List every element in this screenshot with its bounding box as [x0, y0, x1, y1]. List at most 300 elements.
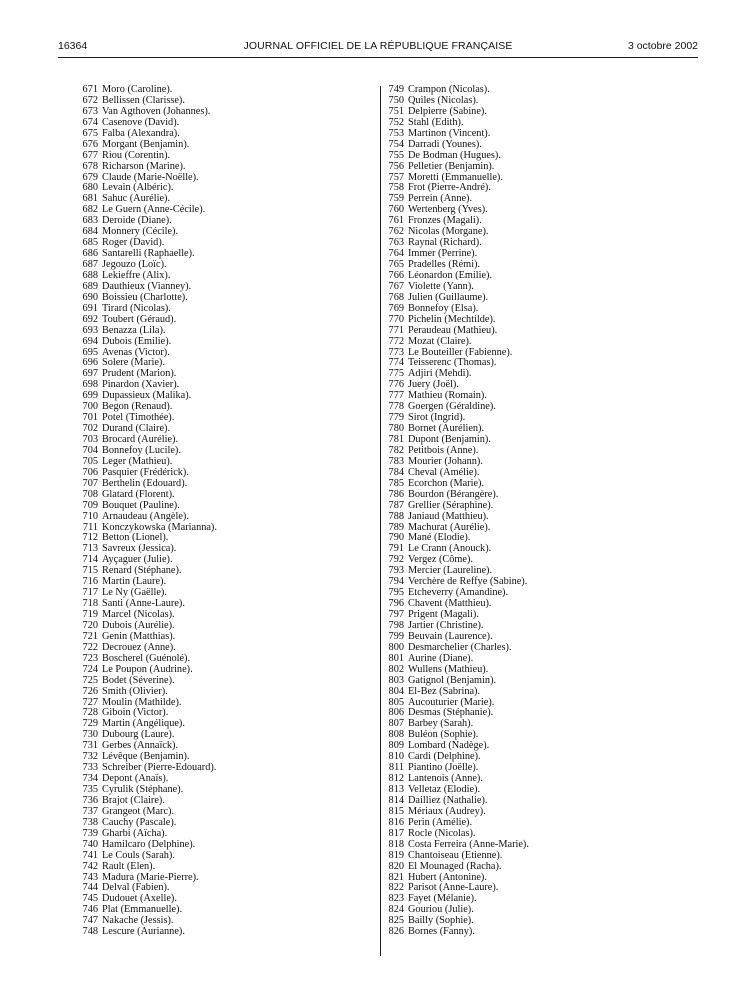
entry-name: Martinon (Vincent). — [408, 127, 491, 139]
list-item — [384, 840, 674, 851]
entry-name: Madura (Marie-Pierre). — [102, 871, 199, 883]
entry-number: 766 — [388, 269, 404, 281]
entry-number: 751 — [388, 105, 404, 117]
entry-number: 793 — [388, 565, 404, 577]
entry-name: Velletaz (Elodie). — [408, 784, 481, 795]
list-item — [384, 501, 674, 512]
entry-number: 679 — [82, 171, 98, 183]
entry-name: Dupassieux (Malika). — [102, 390, 192, 402]
entry-number: 739 — [82, 827, 98, 839]
entry-name: Sirot (Ingrid). — [408, 412, 466, 424]
entry-name: Pelletier (Benjamin). — [408, 160, 495, 172]
entry-number: 776 — [388, 379, 404, 391]
entry-number: 718 — [82, 598, 98, 610]
entry-name: Benazza (Lila). — [102, 324, 166, 336]
entry-name: Martin (Angélique). — [102, 718, 185, 730]
entry-number: 698 — [82, 379, 98, 391]
entry-number: 729 — [82, 718, 98, 730]
entry-name: Levain (Albéric). — [102, 182, 174, 194]
entry-name: Quiles (Nicolas). — [408, 94, 479, 106]
entry-number: 685 — [82, 237, 98, 249]
list-item — [384, 665, 674, 676]
entry-name: Moro (Caroline). — [102, 84, 173, 95]
entry-name: Machurat (Aurélie). — [408, 521, 491, 533]
entry-name: Marcel (Nicolas). — [102, 609, 175, 620]
entry-name: Konczykowska (Marianna). — [102, 521, 217, 533]
entry-number: 701 — [82, 412, 98, 424]
entry-number: 750 — [388, 94, 404, 106]
entry-number: 688 — [82, 269, 98, 281]
entry-number: 763 — [388, 237, 404, 249]
entry-name: Rocle (Nicolas). — [408, 827, 476, 839]
entry-name: Nakache (Jessis). — [102, 915, 174, 927]
entry-name: Gatignol (Benjamin). — [408, 674, 497, 686]
entry-number: 824 — [388, 904, 404, 916]
entry-number: 791 — [388, 543, 404, 555]
entry-name: Renard (Stéphane). — [102, 565, 182, 577]
entry-number: 744 — [82, 882, 98, 894]
entry-name: Costa Ferreira (Anne-Marie). — [408, 838, 529, 850]
entry-name: Juery (Joël). — [408, 379, 459, 391]
entry-number: 804 — [388, 685, 404, 697]
entry-name: Depont (Anaïs). — [102, 773, 169, 785]
list-item — [78, 927, 368, 938]
entry-number: 807 — [388, 718, 404, 730]
entry-number: 756 — [388, 160, 404, 172]
entry-name: Richarson (Marine). — [102, 160, 186, 172]
entry-name: Dubourg (Laure). — [102, 729, 175, 741]
entry-number: 784 — [388, 466, 404, 478]
right-column — [384, 85, 674, 938]
entry-number: 816 — [388, 816, 404, 828]
entry-number: 820 — [388, 860, 404, 872]
entry-number: 809 — [388, 740, 404, 752]
entry-name: Beuvain (Laurence). — [408, 630, 493, 642]
entry-name: Arnaudeau (Angèle). — [102, 510, 189, 522]
entry-number: 730 — [82, 729, 98, 741]
entry-name: Gharbi (Aïcha). — [102, 827, 168, 839]
entry-name: Decrouez (Anne). — [102, 641, 176, 653]
entry-number: 714 — [82, 554, 98, 566]
entry-number: 731 — [82, 740, 98, 752]
entry-name: Plat (Emmanuelle). — [102, 904, 183, 916]
entry-number: 760 — [388, 204, 404, 216]
entry-number: 694 — [82, 335, 98, 347]
entry-number: 737 — [82, 805, 98, 817]
entry-name: Potel (Timothée). — [102, 412, 175, 424]
entry-name: Mané (Elodie). — [408, 532, 471, 544]
entry-number: 758 — [388, 182, 404, 194]
entry-name: Violette (Yann). — [408, 280, 474, 292]
entry-name: Etcheverry (Amandine). — [408, 587, 509, 599]
list-item — [78, 501, 368, 512]
entry-number: 733 — [82, 762, 98, 774]
entry-number: 702 — [82, 423, 98, 435]
list-item — [78, 151, 368, 162]
entry-name: Aucouturier (Marie). — [408, 696, 495, 708]
header-rule — [58, 57, 698, 58]
list-item — [78, 162, 368, 173]
entry-name: Aurine (Diane). — [408, 652, 474, 664]
list-item — [78, 140, 368, 151]
entry-name: Mathieu (Romain). — [408, 390, 487, 402]
entry-name: Frot (Pierre-André). — [408, 182, 491, 194]
entry-number: 682 — [82, 204, 98, 216]
entry-number: 810 — [388, 751, 404, 763]
entry-number: 818 — [388, 838, 404, 850]
entry-name: Perin (Amélie). — [408, 816, 473, 828]
list-item — [384, 490, 674, 501]
entry-name: Grangeot (Marc). — [102, 805, 175, 817]
entry-number: 725 — [82, 674, 98, 686]
entry-number: 817 — [388, 827, 404, 839]
entry-name: Rault (Elen). — [102, 860, 156, 872]
entry-name: Hubert (Antonine). — [408, 871, 487, 883]
entry-name: Delpierre (Sabine). — [408, 105, 487, 117]
entry-number: 746 — [82, 904, 98, 916]
entry-number: 707 — [82, 477, 98, 489]
entry-number: 796 — [388, 598, 404, 610]
entry-name: Berthelin (Edouard). — [102, 477, 188, 489]
entry-number: 708 — [82, 488, 98, 500]
entry-name: Avenas (Victor). — [102, 346, 170, 358]
entry-name: Fayet (Mélanie). — [408, 893, 477, 905]
list-item — [78, 862, 368, 873]
entry-name: Bonnefoy (Elsa). — [408, 302, 479, 314]
entry-number: 697 — [82, 368, 98, 380]
entry-name: Smith (Olivier). — [102, 685, 168, 697]
entry-name: Le Crann (Anouck). — [408, 543, 492, 555]
entry-number: 759 — [388, 193, 404, 205]
entry-number: 703 — [82, 434, 98, 445]
entry-number: 738 — [82, 816, 98, 828]
entry-name: Boissieu (Charlotte). — [102, 291, 188, 303]
entry-name: Prudent (Marion). — [102, 368, 177, 380]
entry-name: Tirard (Nicolas). — [102, 302, 171, 314]
entry-number: 740 — [82, 838, 98, 850]
entry-number: 734 — [82, 773, 98, 785]
list-item — [384, 162, 674, 173]
entry-number: 700 — [82, 401, 98, 413]
entry-number: 755 — [388, 149, 404, 161]
entry-name: Adjiri (Mehdi). — [408, 368, 472, 380]
entry-name: Riou (Corentin). — [102, 149, 171, 161]
entry-number: 757 — [388, 171, 404, 183]
entry-number: 821 — [388, 871, 404, 883]
entry-name: Raynal (Richard). — [408, 237, 482, 249]
entry-name: Jegouzo (Loïc). — [102, 259, 167, 270]
entry-number: 712 — [82, 532, 98, 544]
entry-name: Bodet (Séverine). — [102, 674, 175, 686]
entry-number: 723 — [82, 652, 98, 664]
entry-number: 683 — [82, 215, 98, 227]
list-item — [384, 326, 674, 337]
entry-number: 726 — [82, 685, 98, 697]
entry-name: Savreux (Jessica). — [102, 543, 177, 555]
entry-name: Morgant (Benjamin). — [102, 138, 190, 150]
entry-name: Leger (Mathieu). — [102, 455, 173, 467]
entry-name: Perrein (Anne). — [408, 193, 473, 205]
entry-number: 811 — [388, 762, 404, 774]
entry-number: 825 — [388, 915, 404, 927]
page-header — [58, 40, 698, 56]
entry-name: Bourdon (Bérangère). — [408, 488, 499, 500]
entry-number: 782 — [388, 444, 404, 456]
entry-number: 764 — [388, 248, 404, 260]
entry-name: Mériaux (Audrey). — [408, 805, 486, 817]
entry-number: 687 — [82, 259, 98, 270]
entry-name: Glatard (Florent). — [102, 488, 175, 500]
entry-name: De Bodman (Hugues). — [408, 149, 501, 161]
entry-name: Lantenois (Anne). — [408, 773, 483, 785]
entry-name: Boscherel (Guénolé). — [102, 652, 191, 664]
entry-number: 761 — [388, 215, 404, 227]
entry-name: Sahuc (Aurélie). — [102, 193, 171, 205]
entry-number: 765 — [388, 259, 404, 270]
entry-name: Le Poupon (Audrine). — [102, 663, 193, 675]
entry-number: 690 — [82, 291, 98, 303]
entry-number: 711 — [82, 521, 98, 533]
entry-name: Mozat (Claire). — [408, 335, 472, 347]
entry-number: 752 — [388, 116, 404, 128]
entry-name: Brajot (Claire). — [102, 794, 165, 806]
entry-number: 800 — [388, 641, 404, 653]
entry-name: Lekieffre (Alix). — [102, 269, 171, 281]
entry-name: Teisserenc (Thomas). — [408, 357, 497, 369]
entry-number: 673 — [82, 105, 98, 117]
entry-number: 780 — [388, 423, 404, 435]
entry-number: 736 — [82, 794, 98, 806]
entry-name: Cheval (Amélie). — [408, 466, 480, 478]
entry-name: Delval (Fabien). — [102, 882, 170, 894]
list-item — [384, 337, 674, 348]
entry-name: Claude (Marie-Noëlle). — [102, 171, 199, 183]
entry-number: 710 — [82, 510, 98, 522]
list-item — [78, 840, 368, 851]
entry-number: 805 — [388, 696, 404, 708]
entry-number: 671 — [82, 84, 98, 95]
entry-number: 717 — [82, 587, 98, 599]
entry-name: Giboin (Victor). — [102, 707, 169, 719]
list-item — [78, 315, 368, 326]
entry-number: 795 — [388, 587, 404, 599]
entry-number: 686 — [82, 248, 98, 260]
entry-name: Dailliez (Nathalie). — [408, 794, 488, 806]
entry-name: Cauchy (Pascale). — [102, 816, 177, 828]
entry-number: 735 — [82, 784, 98, 795]
entry-name: Cardi (Delphine). — [408, 751, 481, 763]
entry-number: 748 — [82, 926, 98, 938]
entry-name: Le Guern (Anne-Cécile). — [102, 204, 206, 216]
entry-number: 798 — [388, 619, 404, 631]
entry-name: Durand (Claire). — [102, 423, 171, 435]
entry-number: 783 — [388, 455, 404, 467]
entry-number: 779 — [388, 412, 404, 424]
entry-name: Lescure (Aurianne). — [102, 926, 185, 938]
entry-number: 789 — [388, 521, 404, 533]
entry-name: Dubois (Aurélie). — [102, 619, 175, 631]
entry-name: Gerbes (Annaïck). — [102, 740, 179, 752]
entry-name: Genin (Matthias). — [102, 630, 176, 642]
entry-number: 713 — [82, 543, 98, 555]
list-item — [78, 665, 368, 676]
entry-number: 728 — [82, 707, 98, 719]
entry-number: 721 — [82, 630, 98, 642]
list-item — [78, 676, 368, 687]
entry-name: Begon (Renaud). — [102, 401, 173, 413]
entry-number: 695 — [82, 346, 98, 358]
entry-name: Moretti (Emmanuelle). — [408, 171, 503, 183]
entry-name: Fronzes (Magali). — [408, 215, 482, 227]
entry-name: Piantino (Joëlle). — [408, 762, 479, 774]
entry-number: 692 — [82, 313, 98, 325]
entry-name: Wullens (Mathieu). — [408, 663, 489, 675]
entry-name: Peraudeau (Mathieu). — [408, 324, 498, 336]
list-item — [384, 315, 674, 326]
entry-number: 684 — [82, 226, 98, 238]
entry-name: Le Couls (Sarah). — [102, 849, 175, 861]
entry-name: Immer (Perrine). — [408, 248, 478, 260]
entry-name: Julien (Guillaume). — [408, 291, 489, 303]
entry-number: 801 — [388, 652, 404, 664]
entry-name: Van Agthoven (Johannes). — [102, 105, 211, 117]
entry-name: Wertenberg (Yves). — [408, 204, 488, 216]
entry-number: 691 — [82, 302, 98, 314]
list-item — [78, 687, 368, 698]
list-item — [384, 862, 674, 873]
list-item — [78, 326, 368, 337]
entry-name: Darradi (Younes). — [408, 138, 482, 150]
list-item — [78, 851, 368, 862]
entry-name: Bouquet (Pauline). — [102, 499, 180, 511]
entry-number: 716 — [82, 576, 98, 588]
entry-number: 815 — [388, 805, 404, 817]
entry-number: 762 — [388, 226, 404, 238]
entry-name: Prigent (Magali). — [408, 609, 479, 620]
entry-name: Pradelles (Rémi). — [408, 259, 481, 270]
list-item — [384, 512, 674, 523]
entry-number: 674 — [82, 116, 98, 128]
entry-name: Solere (Marie). — [102, 357, 165, 369]
entry-name: Bonnefoy (Lucile). — [102, 444, 181, 456]
entry-name: Barbey (Sarah). — [408, 718, 474, 730]
entry-name: Pichelin (Mechtilde). — [408, 313, 496, 325]
entry-name: Monnery (Cécile). — [102, 226, 179, 238]
entry-name: Moulin (Mathilde). — [102, 696, 182, 708]
entry-number: 742 — [82, 860, 98, 872]
entry-number: 675 — [82, 127, 98, 139]
entry-number: 767 — [388, 280, 404, 292]
entry-number: 689 — [82, 280, 98, 292]
entry-name: Cyrulik (Stéphane). — [102, 784, 184, 795]
entry-name: Buléon (Sophie). — [408, 729, 479, 741]
entry-number: 794 — [388, 576, 404, 588]
entry-number: 753 — [388, 127, 404, 139]
entry-number: 719 — [82, 609, 98, 620]
entry-number: 709 — [82, 499, 98, 511]
list-item — [384, 687, 674, 698]
entry-number: 781 — [388, 434, 404, 445]
list-item — [384, 927, 674, 938]
entry-name: Le Ny (Gaëlle). — [102, 587, 167, 599]
entry-name: Le Bouteiller (Fabienne). — [408, 346, 513, 358]
entry-name: Verchère de Reffye (Sabine). — [408, 576, 528, 588]
entry-number: 676 — [82, 138, 98, 150]
entry-number: 706 — [82, 466, 98, 478]
entry-name: Toubert (Géraud). — [102, 313, 177, 325]
entry-number: 786 — [388, 488, 404, 500]
list-item — [384, 676, 674, 687]
entry-number: 677 — [82, 149, 98, 161]
entry-name: Ayçaguer (Julie). — [102, 554, 173, 566]
entry-number: 814 — [388, 794, 404, 806]
entry-number: 773 — [388, 346, 404, 358]
entry-number: 680 — [82, 182, 98, 194]
entry-number: 785 — [388, 477, 404, 489]
entry-name: Falba (Alexandra). — [102, 127, 180, 139]
entry-name: Casenove (David). — [102, 116, 180, 128]
entry-number: 699 — [82, 390, 98, 402]
entry-name: Bornes (Fanny). — [408, 926, 475, 938]
entry-name: Chantoiseau (Etienne). — [408, 849, 503, 861]
entry-name: Dupont (Benjamin). — [408, 434, 491, 445]
entry-name: Dauthieux (Vianney). — [102, 280, 192, 292]
entry-number: 732 — [82, 751, 98, 763]
entry-number: 727 — [82, 696, 98, 708]
entry-name: Stahl (Edith). — [408, 116, 464, 128]
entry-number: 696 — [82, 357, 98, 369]
entry-number: 806 — [388, 707, 404, 719]
entry-number: 741 — [82, 849, 98, 861]
entry-name: Mercier (Laureline). — [408, 565, 493, 577]
entry-number: 743 — [82, 871, 98, 883]
entry-name: Ecorchon (Marie). — [408, 477, 485, 489]
entry-name: Lombard (Nadège). — [408, 740, 490, 752]
entry-name: El Mounaged (Racha). — [408, 860, 502, 872]
entry-name: Bornet (Aurélien). — [408, 423, 485, 435]
entry-name: Desmas (Stéphanie). — [408, 707, 494, 719]
journal-title: JOURNAL OFFICIEL DE LA RÉPUBLIQUE FRANÇAISE — [243, 40, 513, 52]
entry-number: 802 — [388, 663, 404, 675]
entry-name: Janiaud (Matthieu). — [408, 510, 489, 522]
entry-number: 777 — [388, 390, 404, 402]
list-item — [78, 337, 368, 348]
entry-name: Dudouet (Axelle). — [102, 893, 177, 905]
entry-number: 823 — [388, 893, 404, 905]
entry-name: Bellissen (Clarisse). — [102, 94, 185, 106]
entry-number: 720 — [82, 619, 98, 631]
entry-number: 808 — [388, 729, 404, 741]
entry-number: 787 — [388, 499, 404, 511]
entry-number: 822 — [388, 882, 404, 894]
entry-number: 749 — [388, 84, 404, 95]
entry-name: Santi (Anne-Laure). — [102, 598, 185, 610]
entry-number: 771 — [388, 324, 404, 336]
entry-name: Martin (Laure). — [102, 576, 167, 588]
entry-name: Mourier (Johann). — [408, 455, 483, 467]
list-item — [384, 151, 674, 162]
entry-number: 722 — [82, 641, 98, 653]
entry-name: Jartier (Christine). — [408, 619, 484, 631]
entry-name: Schreiber (Pierre-Edouard). — [102, 762, 217, 774]
entry-name: Brocard (Aurélie). — [102, 434, 179, 445]
entry-name: Dubois (Emilie). — [102, 335, 172, 347]
entry-number: 724 — [82, 663, 98, 675]
entry-number: 797 — [388, 609, 404, 620]
entry-name: Parisot (Anne-Laure). — [408, 882, 499, 894]
entry-number: 792 — [388, 554, 404, 566]
entry-name: Grellier (Séraphine). — [408, 499, 494, 511]
